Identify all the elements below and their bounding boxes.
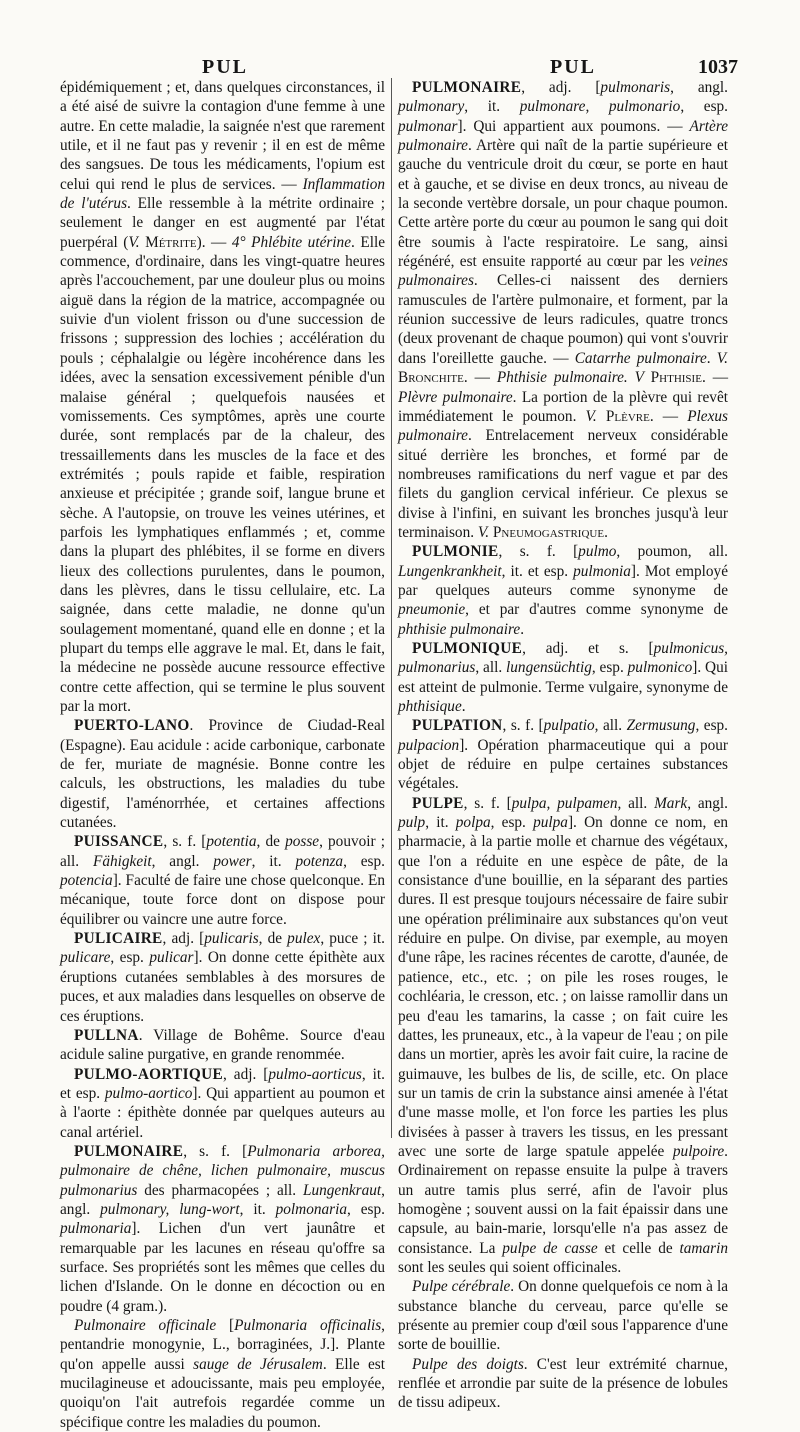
headword: PULMO-AORTIQUE bbox=[74, 1065, 223, 1083]
entry-pulmo-aortique: PULMO-AORTIQUE, adj. [pulmo-aorticus, it. et esp. pulmo-aortico]. Qui appartient au poumon et à l'aorte : épithète donnée par quelques auteurs au canal artériel. bbox=[60, 1065, 386, 1141]
entry-pulmonique: PULMONIQUE, adj. et s. [pulmonicus, pulmonarius, all. lungensüchtig, esp. pulmonico]. Qui est atteint de pulmonie. Terme vulgaire, synonyme de phthisique. bbox=[398, 639, 728, 715]
headword: PUISSANCE bbox=[74, 833, 164, 851]
entry-pulpe-cerebrale: Pulpe cérébrale. On donne quelquefois ce nom à la substance blanche du cerveau, parce qu'elle se présente au premier coup d'œil sous l'apparence d'une sorte de bouillie. bbox=[398, 1278, 728, 1354]
entry-pulpe: PULPE, s. f. [pulpa, pulpamen, all. Mark, angl. pulp, it. polpa, esp. pulpa]. On donne ce nom, en pharmacie, à la partie molle et charnue des végétaux, que l'on a réduite en une espèce de pâte, de la consistance d'une bouillie, en la séparant des parties dures. Il est presque toujours nécessaire de faire subir une opération préliminaire aux substances qu'on veut réduire en pulpe. On divise, par exemple, au moyen d'une râpe, les racines récentes de carotte, d'aunée, de patience, etc., etc. ; on pile les roses rouges, le cochléaria, le cresson, etc. ; on laisse ramollir dans un peu d'eau les tamarins, la casse ; on fait cuire les dattes, les pruneaux, etc., à la vapeur de l'eau ; on pile dans un mortier, après les avoir fait cuire, la racine de guimauve, les bulbes de lis, de scille, etc. On place sur un tamis de crin la substance ainsi amenée à l'état d'une masse molle, et l'on force les parties les plus divisées à passer à travers les tissus, en les pressant avec une sorte de large spatule appelée pulpoire. Ordinairement on repasse ensuite la pulpe à travers un autre tamis plus serré, afin de l'avoir plus homogène ; souvent aussi on la fait épaissir dans une capsule, au bain-marie, lorsqu'elle n'a pas assez de consistance. La pulpe de casse et celle de tamarin sont les seules qui soient officinales. bbox=[398, 794, 729, 1276]
right-running-head: PUL bbox=[550, 56, 596, 78]
headword: PULMONIQUE bbox=[412, 639, 523, 657]
entry-pulmonaire-noun: PULMONAIRE, s. f. [Pulmonaria arborea, pulmonaire de chêne, lichen pulmonaire, muscus pulmonarius des pharmacopées ; all. Lungenkraut, angl. pulmonary, lung-wort, it. polmonaria, esp. pulmonaria]. Lichen d'un vert jaunâtre et remarquable par les lacunes en réseau qu'offre sa surface. Ses propriétés sont les mêmes que celles du lichen d'Islande. On le donne en décoction ou en poudre (4 gram.). bbox=[60, 1142, 385, 1315]
entry-pulicaire: PULICAIRE, adj. [pulicaris, de pulex, puce ; it. pulicare, esp. pulicar]. On donne cette épithète aux éruptions cutanées semblables à des morsures de puces, et aux maladies dans lesquelles on observe de ces éruptions. bbox=[60, 930, 385, 1025]
headword: PULICAIRE bbox=[74, 930, 163, 948]
entry-pulmonaire-adj: PULMONAIRE, adj. [pulmonaris, angl. pulmonary, it. pulmonare, pulmonario, esp. pulmonar]. Qui appartient aux poumons. — Artère pulmonaire. Artère qui naît de la partie supérieure et gauche du ventricule droit du cœur, se porte en haut et à gauche, et se divise en deux troncs, au niveau de la seconde vertèbre dorsale, un pour chaque poumon. Cette artère porte du cœur au poumon le sang qui doit être soumis à l'acte respiratoire. Le sang, ainsi régénéré, est ensuite rapporté au cœur par les veines pulmonaires. Celles-ci naissent des derniers ramuscules de l'artère pulmonaire, et forment, par la réunion successive de leurs radicules, quatre troncs (deux provenant de chaque poumon) qui vont s'ouvrir dans l'oreillette gauche. — Catarrhe pulmonaire. V. Bronchite. — Phthisie pulmonaire. V Phthisie. — Plèvre pulmonaire. La portion de la plèvre qui revêt immédiatement le poumon. V. Plèvre. — Plexus pulmonaire. Entrelacement nerveux considérable situé derrière les bronches, et formé par de nombreuses ramifications du nerf vague et par des filets du ganglion cervical inférieur. Ce plexus se divise à l'infini, en suivant les bronches jusqu'à leur terminaison. V. Pneumogastrique. bbox=[398, 79, 728, 541]
entry-pulmonie: PULMONIE, s. f. [pulmo, poumon, all. Lungenkrankheit, it. et esp. pulmonia]. Mot employé par quelques auteurs comme synonyme de pneumonie, et par d'autres comme synonyme de phthisie pulmonaire. bbox=[398, 543, 728, 638]
continuation-paragraph: épidémiquement ; et, dans quelques circonstances, il a été aisé de suivre la contagion d'une femme à une autre. En cette maladie, la saignée n'est que rarement utile, et il ne faut pas y revenir ; il en est de même des sangsues. De tous les médicaments, l'opium est celui qui rend le plus de services. — Inflammation de l'utérus. Elle ressemble à la métrite ordinaire ; seulement le danger en est augmenté par l'état puerpéral (V. Métrite). — 4° Phlébite utérine. Elle commence, d'ordinaire, dans les vingt-quatre heures après l'accouchement, par une douleur plus ou moins aiguë dans la région de la matrice, accompagnée ou suivie d'un violent frisson ou d'une succession de frissons ; suppression des lochies ; accélération du pouls ; céphalalgie ou légère incohérence dans les idées, avec la sensation excessivement pénible d'un malaise général ; quelquefois nausées et vomissements. Ces symptômes, après une courte durée, sont remplacés par de la chaleur, des tressaillements dans les muscles de la face et des extrémités ; pouls rapide et faible, respiration anxieuse et précipitée ; grande soif, langue brune et sèche. A l'autopsie, on trouve les veines utérines, et parfois les lymphatiques enflammés ; et, comme dans la plupart des phlébites, il se forme en divers lieux des collections purulentes, dans le poumon, dans les plèvres, dans le tissu cellulaire, etc. La saignée, dans cette maladie, ne donne qu'un soulagement momentané, quand elle en donne ; et la plupart du temps elle aggrave le mal. Et, dans le fait, la médecine ne possède aucune ressource effective contre cette affection, qui se termine le plus souvent par la mort. bbox=[60, 79, 385, 715]
entry-pulpation: PULPATION, s. f. [pulpatio, all. Zermusung, esp. pulpacion]. Opération pharmaceutique qui a pour objet de réduire en pulpe certaines substances végétales. bbox=[398, 717, 728, 793]
left-column bbox=[60, 78, 386, 1431]
headword: PULMONIE bbox=[412, 543, 499, 561]
entry-pulpe-des-doigts: Pulpe des doigts. C'est leur extrémité charnue, renflée et arrondie par suite de la présence de lobules de tissu adipeux. bbox=[398, 1355, 728, 1412]
entry-puissance: PUISSANCE, s. f. [potentia, de posse, pouvoir ; all. Fähigkeit, angl. power, it. potenza, esp. potencia]. Faculté de faire une chose quelconque. En mécanique, toute force dont on dispose pour équilibrer ou vaincre une autre force. bbox=[60, 833, 385, 928]
entry-pulmonaire-officinale: Pulmonaire officinale [Pulmonaria officinalis, pentandrie monogynie, L., borraginées, J.]. Plante qu'on appelle aussi sauge de Jérusalem. Elle est mucilagineuse et adoucissante, mais peu employée, quoiqu'on l'ait autrefois regardée comme un spécifique contre les maladies du poumon. bbox=[60, 1317, 385, 1431]
headword: PUERTO-LANO bbox=[74, 717, 190, 735]
headword: PULMONAIRE bbox=[74, 1142, 184, 1160]
headword: PULMONAIRE bbox=[412, 79, 522, 96]
entry-puerto-lano: PUERTO-LANO. Province de Ciudad-Real (Espagne). Eau acidule : acide carbonique, carbonate de fer, muriate de magnésie. Bonne contre les calculs, les obstructions, les maladies du tube digestif, l'aménorrhée, et certaines affections cutanées. bbox=[60, 717, 385, 832]
headword: PULPATION bbox=[412, 717, 503, 735]
left-running-head: PUL bbox=[202, 56, 248, 78]
column-divider bbox=[391, 78, 392, 1138]
headword: PULLNA bbox=[74, 1026, 139, 1044]
page-number: 1037 bbox=[698, 56, 738, 78]
right-column bbox=[398, 78, 729, 1412]
headword: PULPE bbox=[412, 794, 464, 812]
entry-pullna: PULLNA. Village de Bohême. Source d'eau acidule saline purgative, en grande renommée. bbox=[60, 1026, 385, 1064]
